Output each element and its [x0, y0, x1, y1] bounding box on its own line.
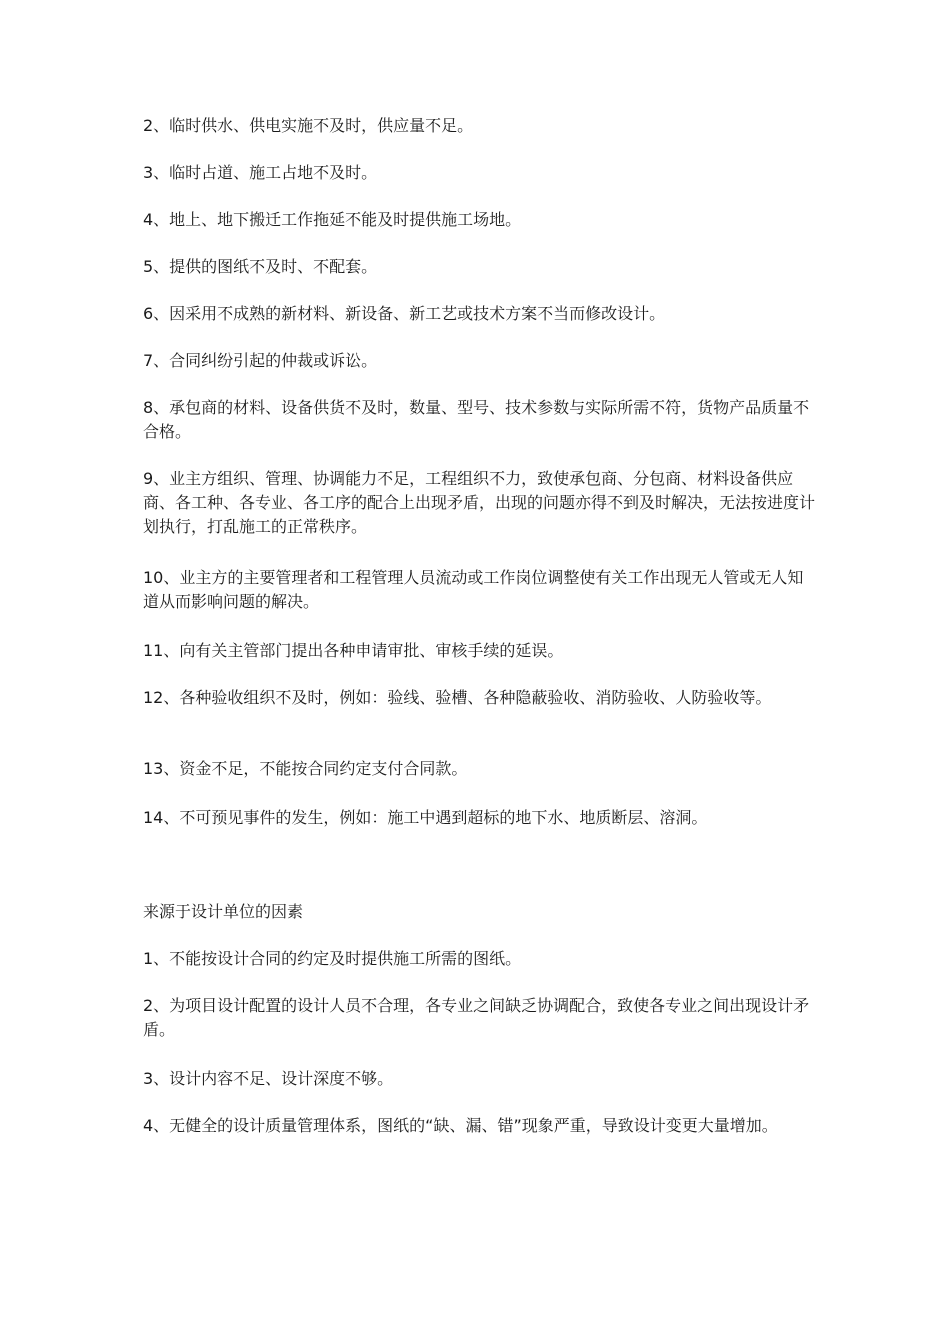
paragraph-item-4: 4、地上、地下搬迁工作拖延不能及时提供施工场地。: [143, 210, 522, 229]
paragraph-item-6: 6、因采用不成熟的新材料、新设备、新工艺或技术方案不当而修改设计。: [143, 304, 666, 323]
paragraph-item-11: 11、向有关主管部门提出各种申请审批、审核手续的延误。: [143, 641, 564, 660]
paragraph-item-2: 2、临时供水、供电实施不及时，供应量不足。: [143, 116, 474, 135]
paragraph-item-12: 12、各种验收组织不及时，例如：验线、验槽、各种隐蔽验收、消防验收、人防验收等。: [143, 688, 772, 707]
paragraph-item-5: 5、提供的图纸不及时、不配套。: [143, 257, 378, 276]
section-heading: 来源于设计单位的因素: [143, 902, 304, 921]
paragraph-item-7: 7、合同纠纷引起的仲裁或诉讼。: [143, 351, 378, 370]
paragraph-design-4: 4、无健全的设计质量管理体系，图纸的“缺、漏、错”现象严重，导致设计变更大量增加。: [143, 1116, 778, 1135]
paragraph-item-8: 8、承包商的材料、设备供货不及时，数量、型号、技术参数与实际所需不符，货物产品质量不合格。: [143, 398, 810, 441]
paragraph-design-2: 2、为项目设计配置的设计人员不合理，各专业之间缺乏协调配合，致使各专业之间出现设计矛盾。: [143, 996, 810, 1039]
paragraph-design-1: 1、不能按设计合同的约定及时提供施工所需的图纸。: [143, 949, 522, 968]
paragraph-design-3: 3、设计内容不足、设计深度不够。: [143, 1069, 394, 1088]
paragraph-item-13: 13、资金不足，不能按合同约定支付合同款。: [143, 759, 468, 778]
paragraph-item-3: 3、临时占道、施工占地不及时。: [143, 163, 378, 182]
paragraph-item-10: 10、业主方的主要管理者和工程管理人员流动或工作岗位调整使有关工作出现无人管或无人知道从而影响问题的解决。: [143, 568, 804, 611]
paragraph-item-9: 9、业主方组织、管理、协调能力不足，工程组织不力，致使承包商、分包商、材料设备供应商、各工种、各专业、各工序的配合上出现矛盾，出现的问题亦得不到及时解决，无法按进度计划执行，打乱施工的正常秩序。: [143, 469, 816, 536]
paragraph-item-14: 14、不可预见事件的发生，例如：施工中遇到超标的地下水、地质断层、溶洞。: [143, 808, 708, 827]
